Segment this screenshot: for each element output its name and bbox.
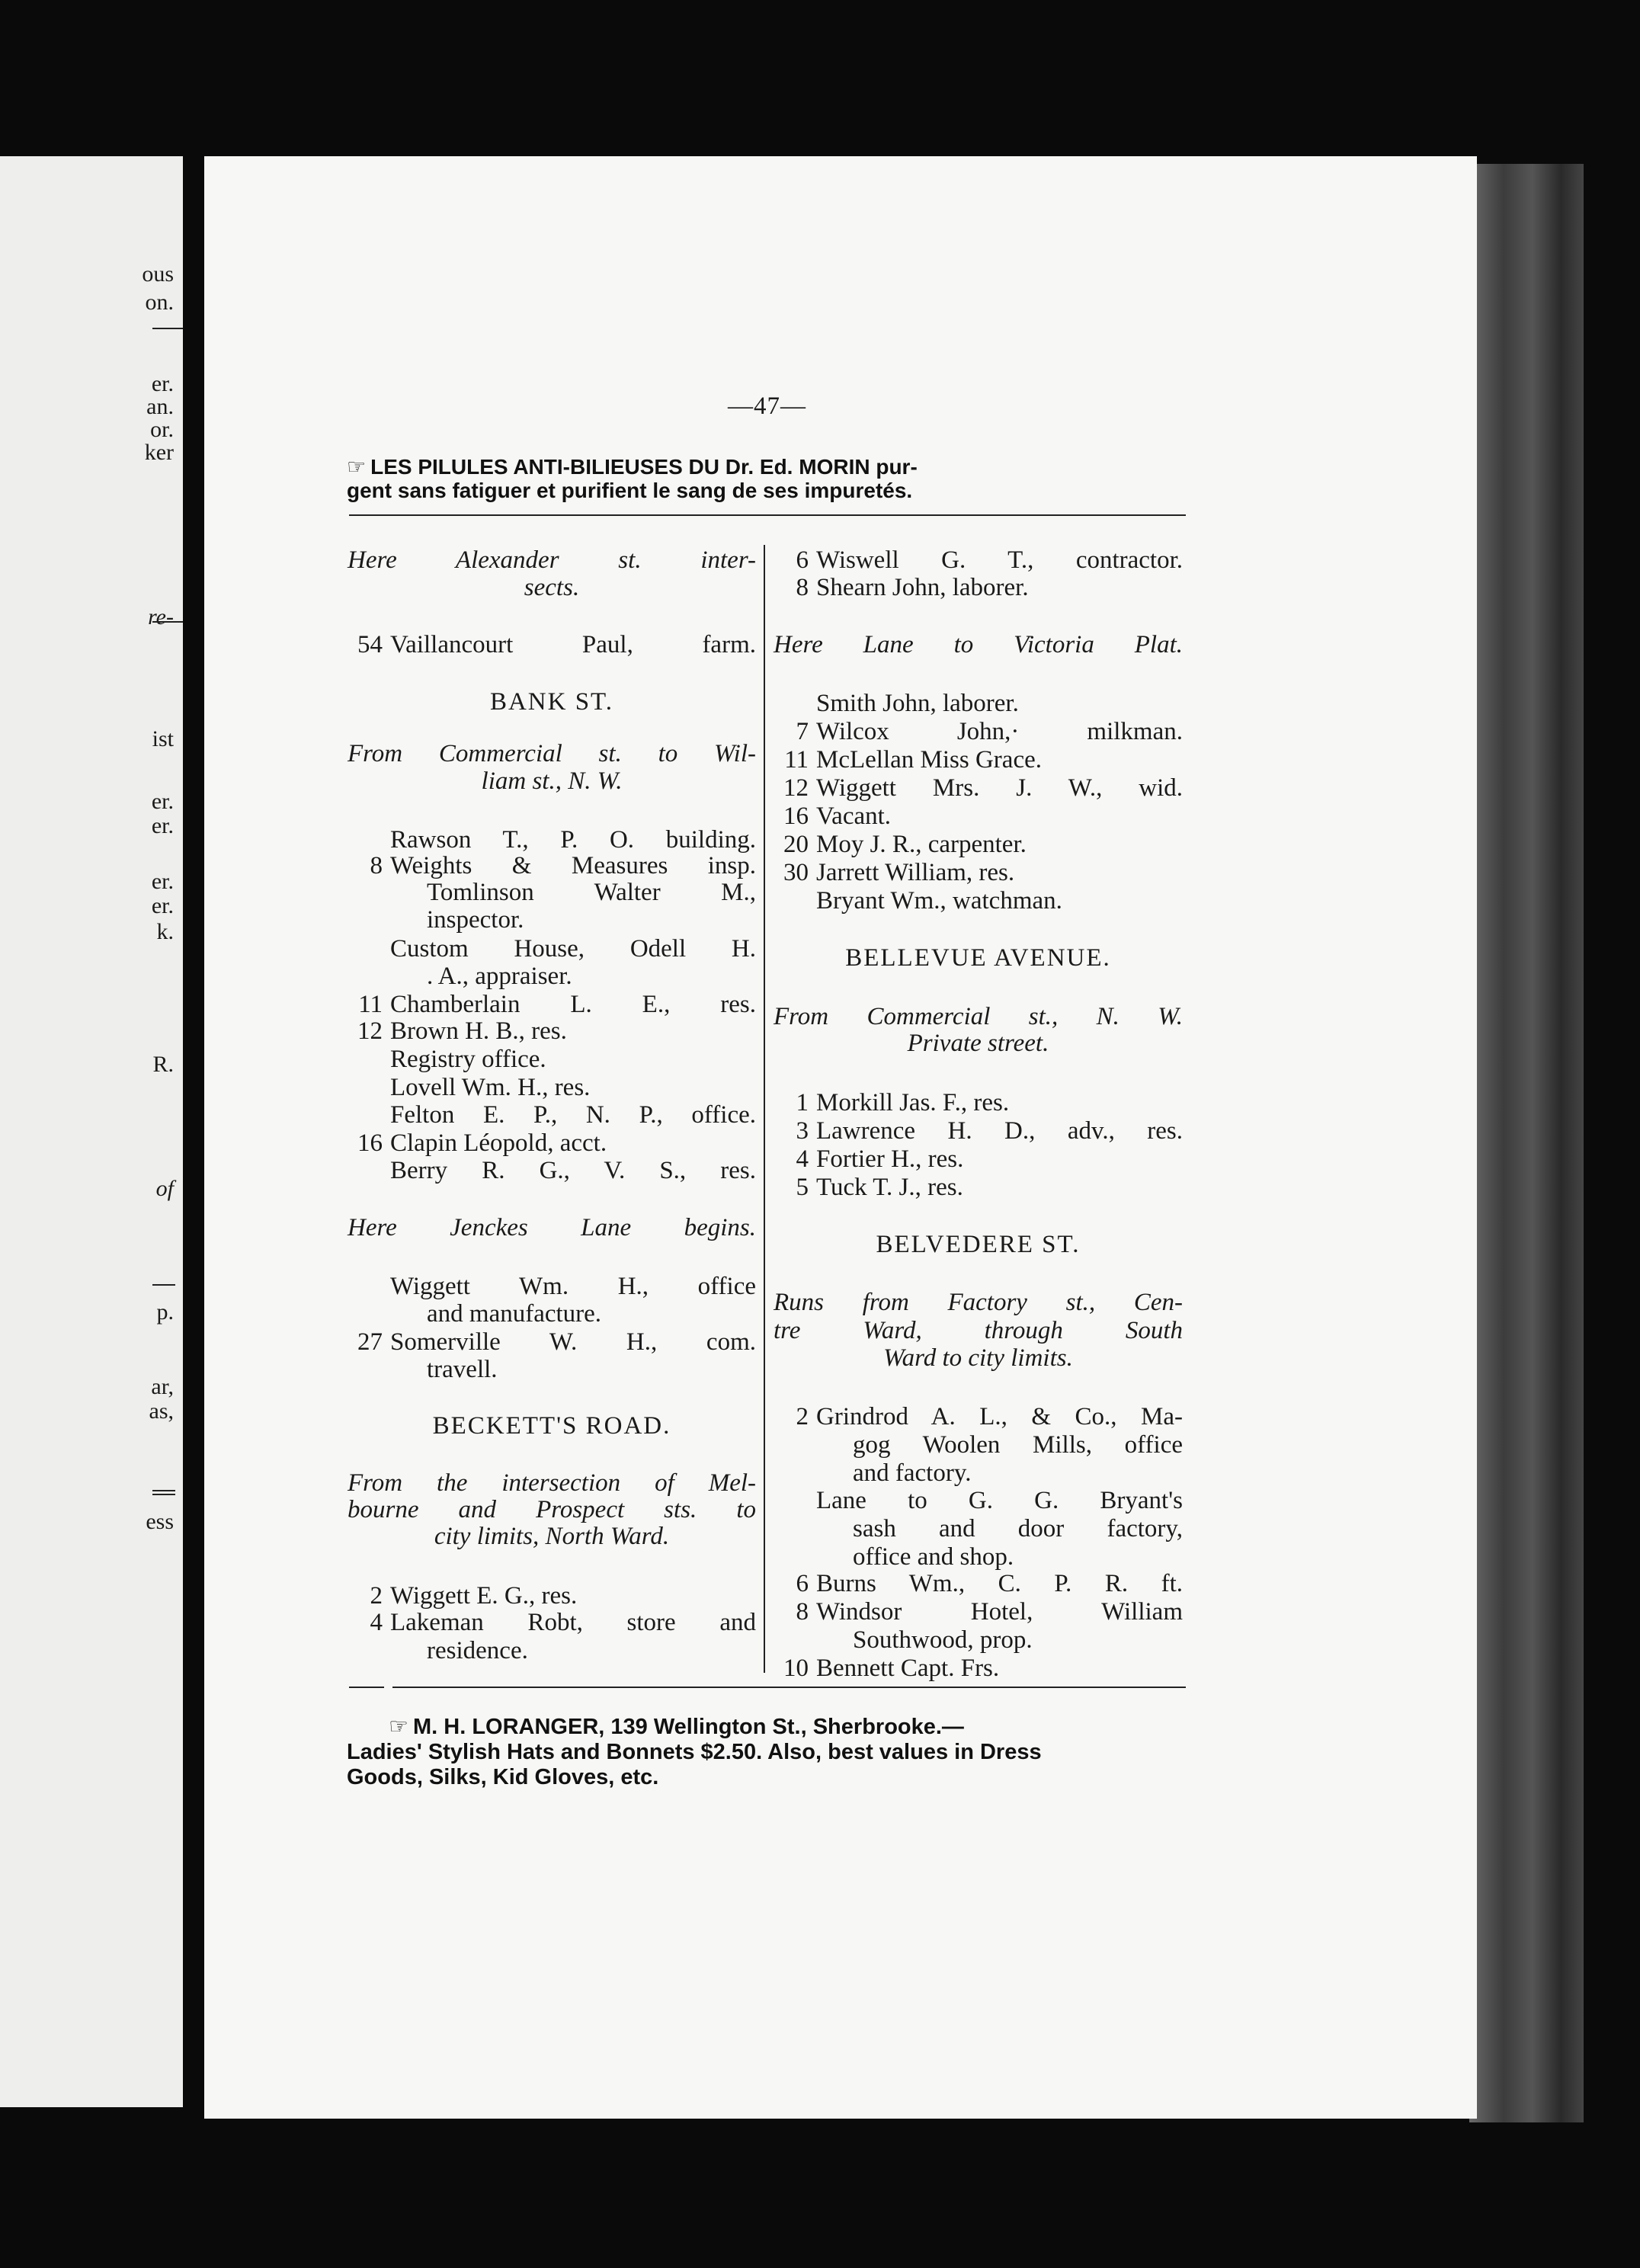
left-page-rule xyxy=(152,1490,175,1491)
left-page-fragment: p. xyxy=(156,1299,174,1325)
entry-text: Berry R. G., V. S., res. xyxy=(390,1157,756,1184)
house-number: 16 xyxy=(357,1129,383,1157)
left-page-fragment: er. xyxy=(151,371,174,396)
directory-entry xyxy=(348,1129,756,1158)
entry-text: Bryant Wm., watchman. xyxy=(816,887,1062,915)
entry-text: Wiggett Mrs. J. W., wid. xyxy=(816,774,1183,802)
page-number: —47— xyxy=(728,392,806,420)
street-description: tre Ward, through South xyxy=(774,1317,1183,1344)
house-number: 30 xyxy=(783,859,809,886)
house-number: 8 xyxy=(796,574,809,601)
street-heading: BELLEVUE AVENUE. xyxy=(845,944,1111,972)
entry-text: travell. xyxy=(427,1356,498,1383)
house-number: 20 xyxy=(783,831,809,858)
entry-continuation xyxy=(348,1355,756,1384)
directory-entry xyxy=(774,689,1183,718)
entry-text: . A., appraiser. xyxy=(427,963,572,990)
entry-text: Burns Wm., C. P. R. ft. xyxy=(816,1570,1183,1597)
street-description: From the intersection of Mel- xyxy=(348,1469,756,1497)
directory-entry xyxy=(774,1569,1183,1598)
house-number: 54 xyxy=(357,631,383,658)
entry-text: Custom House, Odell H. xyxy=(390,935,756,963)
right-column xyxy=(774,0,1183,2268)
left-page-fragment: er. xyxy=(151,813,174,838)
house-number: 3 xyxy=(796,1117,809,1145)
directory-entry xyxy=(774,1402,1183,1431)
directory-entry xyxy=(774,745,1183,774)
left-column xyxy=(348,0,756,2268)
directory-entry xyxy=(774,1088,1183,1117)
left-page-fragment: er. xyxy=(151,869,174,894)
directory-entry xyxy=(348,1328,756,1357)
entry-text: Wiggett Wm. H., office xyxy=(390,1273,756,1300)
entry-text: Vaillancourt Paul, farm. xyxy=(390,631,756,658)
bottom-ad-line-1 xyxy=(347,1715,1042,1740)
house-number: 8 xyxy=(796,1598,809,1626)
house-number: 16 xyxy=(783,802,809,830)
left-page-rule xyxy=(152,1494,175,1495)
entry-text: Lane to G. G. Bryant's xyxy=(816,1487,1183,1514)
directory-entry xyxy=(774,1486,1183,1515)
entry-text: and manufacture. xyxy=(427,1300,602,1328)
house-number: 1 xyxy=(796,1089,809,1116)
left-page-fragment: or. xyxy=(150,417,174,442)
entry-text: Morkill Jas. F., res. xyxy=(816,1089,1010,1116)
house-number: 4 xyxy=(370,1609,383,1636)
entry-text: office and shop. xyxy=(853,1543,1014,1571)
top-ad-text-1: LES PILULES ANTI-BILIEUSES DU Dr. Ed. MORIN pur- xyxy=(370,455,918,479)
street-heading: BECKETT'S ROAD. xyxy=(432,1412,671,1440)
directory-entry xyxy=(774,546,1183,575)
left-page-fragment: of xyxy=(155,1176,174,1201)
entry-text: Lakeman Robt, store and xyxy=(390,1609,756,1636)
entry-text: residence. xyxy=(427,1637,528,1664)
entry-text: and factory. xyxy=(853,1459,972,1487)
left-facing-page xyxy=(0,156,183,2107)
entry-continuation xyxy=(348,1636,756,1665)
left-page-fragment: ous xyxy=(142,261,174,287)
entry-text: Fortier H., res. xyxy=(816,1145,964,1173)
directory-entry xyxy=(774,1654,1183,1683)
entry-text: Tomlinson Walter M., xyxy=(427,879,756,906)
directory-entry xyxy=(774,830,1183,859)
house-number: 11 xyxy=(784,746,809,774)
entry-continuation xyxy=(774,1430,1183,1459)
column-divider xyxy=(764,545,765,1673)
entry-text: Wiggett E. G., res. xyxy=(390,1582,578,1610)
entry-text: Chamberlain L. E., res. xyxy=(390,991,756,1018)
left-page-fragment: k. xyxy=(156,919,174,944)
entry-text: Somerville W. H., com. xyxy=(390,1328,756,1356)
pointing-hand-icon: ☞ xyxy=(389,1715,408,1739)
left-page-fragment: ar, xyxy=(151,1374,174,1399)
street-description: Here Alexander st. inter- xyxy=(348,546,756,574)
footer-rule-left xyxy=(349,1687,384,1688)
entry-text: Vacant. xyxy=(816,802,892,830)
house-number: 8 xyxy=(370,852,383,879)
left-page-fragment: er. xyxy=(151,789,174,814)
directory-entry xyxy=(348,1581,756,1610)
entry-text: Grindrod A. L., & Co., Ma- xyxy=(816,1403,1183,1430)
directory-entry xyxy=(348,934,756,963)
entry-text: Registry office. xyxy=(390,1046,546,1073)
directory-entry xyxy=(348,1017,756,1046)
street-description: Runs from Factory st., Cen- xyxy=(774,1289,1183,1316)
entry-continuation xyxy=(348,878,756,907)
entry-continuation xyxy=(774,1626,1183,1655)
directory-entry xyxy=(348,1073,756,1102)
entry-text: sash and door factory, xyxy=(853,1515,1183,1542)
left-page-fragment: re- xyxy=(148,604,174,629)
house-number: 12 xyxy=(357,1017,383,1045)
street-description: Here Lane to Victoria Plat. xyxy=(774,631,1183,658)
entry-continuation xyxy=(348,1299,756,1328)
entry-text: Bennett Capt. Frs. xyxy=(816,1655,1000,1682)
left-page-fragment: on. xyxy=(145,290,174,315)
left-page-fragment: ker xyxy=(144,440,174,465)
house-number: 6 xyxy=(796,1570,809,1597)
directory-entry xyxy=(774,774,1183,802)
entry-text: Tuck T. J., res. xyxy=(816,1174,963,1201)
directory-entry xyxy=(348,1156,756,1185)
entry-text: Smith John, laborer. xyxy=(816,690,1019,717)
directory-entry xyxy=(774,717,1183,746)
entry-continuation xyxy=(348,962,756,991)
entry-text: Wiswell G. T., contractor. xyxy=(816,546,1183,574)
left-page-fragment: R. xyxy=(152,1052,174,1077)
entry-text: Lawrence H. D., adv., res. xyxy=(816,1117,1183,1145)
entry-text: McLellan Miss Grace. xyxy=(816,746,1042,774)
bottom-ad-line-3: Goods, Silks, Kid Gloves, etc. xyxy=(347,1765,659,1789)
directory-entry xyxy=(774,886,1183,915)
house-number: 12 xyxy=(783,774,809,802)
house-number: 7 xyxy=(796,718,809,745)
bottom-advertisement xyxy=(347,1715,1042,1790)
directory-entry xyxy=(348,990,756,1019)
bottom-ad-line-2: Ladies' Stylish Hats and Bonnets $2.50. Also, best values in Dress xyxy=(347,1740,1042,1764)
street-description: liam st., N. W. xyxy=(481,767,623,795)
house-number: 6 xyxy=(796,546,809,574)
left-page-rule xyxy=(152,1284,175,1286)
house-number: 5 xyxy=(796,1174,809,1201)
directory-entry xyxy=(348,851,756,880)
street-description: Here Jenckes Lane begins. xyxy=(348,1214,756,1241)
left-page-fragment: ist xyxy=(152,726,174,751)
entry-continuation xyxy=(774,1542,1183,1571)
directory-entry xyxy=(774,573,1183,602)
directory-entry xyxy=(348,1272,756,1301)
entry-text: Moy J. R., carpenter. xyxy=(816,831,1027,858)
entry-text: Jarrett William, res. xyxy=(816,859,1015,886)
entry-text: Weights & Measures insp. xyxy=(390,852,756,879)
directory-entry xyxy=(348,630,756,659)
bottom-ad-text-1: M. H. LORANGER, 139 Wellington St., Sherbrooke.— xyxy=(413,1715,964,1739)
house-number: 2 xyxy=(796,1403,809,1430)
entry-text: Wilcox John,· milkman. xyxy=(816,718,1183,745)
street-description: Private street. xyxy=(907,1030,1049,1057)
entry-text: inspector. xyxy=(427,906,524,934)
house-number: 10 xyxy=(783,1655,809,1682)
entry-text: Southwood, prop. xyxy=(853,1626,1033,1654)
directory-entry xyxy=(348,1045,756,1074)
footer-rule xyxy=(392,1687,1186,1688)
street-heading: BELVEDERE ST. xyxy=(876,1231,1081,1258)
entry-continuation xyxy=(774,1459,1183,1488)
directory-entry xyxy=(774,1173,1183,1202)
directory-entry xyxy=(774,1145,1183,1174)
street-description: sects. xyxy=(524,574,580,601)
entry-continuation xyxy=(774,1514,1183,1543)
entry-continuation xyxy=(348,905,756,934)
left-page-rule xyxy=(152,328,183,329)
entry-text: Windsor Hotel, William xyxy=(816,1598,1183,1626)
directory-entry xyxy=(774,1116,1183,1145)
street-description: Ward to city limits. xyxy=(883,1344,1073,1372)
directory-entry xyxy=(774,802,1183,831)
directory-entry xyxy=(774,858,1183,887)
street-description: From Commercial st., N. W. xyxy=(774,1003,1183,1030)
pointing-hand-icon: ☞ xyxy=(347,455,367,479)
directory-entry xyxy=(348,825,756,854)
left-page-rule xyxy=(152,621,183,623)
left-page-fragment: er. xyxy=(151,893,174,918)
entry-text: Shearn John, laborer. xyxy=(816,574,1029,601)
entry-text: Brown H. B., res. xyxy=(390,1017,567,1045)
street-description: city limits, North Ward. xyxy=(434,1523,670,1550)
left-page-fragment: as, xyxy=(149,1398,174,1424)
left-page-fragment: an. xyxy=(146,394,174,419)
house-number: 11 xyxy=(358,991,383,1018)
entry-text: Clapin Léopold, acct. xyxy=(390,1129,607,1157)
house-number: 27 xyxy=(357,1328,383,1356)
house-number: 2 xyxy=(370,1582,383,1610)
street-description: bourne and Prospect sts. to xyxy=(348,1496,756,1523)
entry-text: gog Woolen Mills, office xyxy=(853,1431,1183,1459)
left-page-fragment: ess xyxy=(146,1509,174,1534)
directory-entry xyxy=(348,1100,756,1129)
street-heading: BANK ST. xyxy=(489,688,614,716)
entry-text: Rawson T., P. O. building. xyxy=(390,826,756,854)
directory-entry xyxy=(774,1597,1183,1626)
top-ad-line-2: gent sans fatiguer et purifient le sang de ses impuretés. xyxy=(347,479,913,502)
directory-entry xyxy=(348,1608,756,1637)
street-description: From Commercial st. to Wil- xyxy=(348,740,756,767)
entry-text: Lovell Wm. H., res. xyxy=(390,1074,591,1101)
page-edge-stack xyxy=(1469,164,1584,2122)
entry-text: Felton E. P., N. P., office. xyxy=(390,1101,756,1129)
house-number: 4 xyxy=(796,1145,809,1173)
